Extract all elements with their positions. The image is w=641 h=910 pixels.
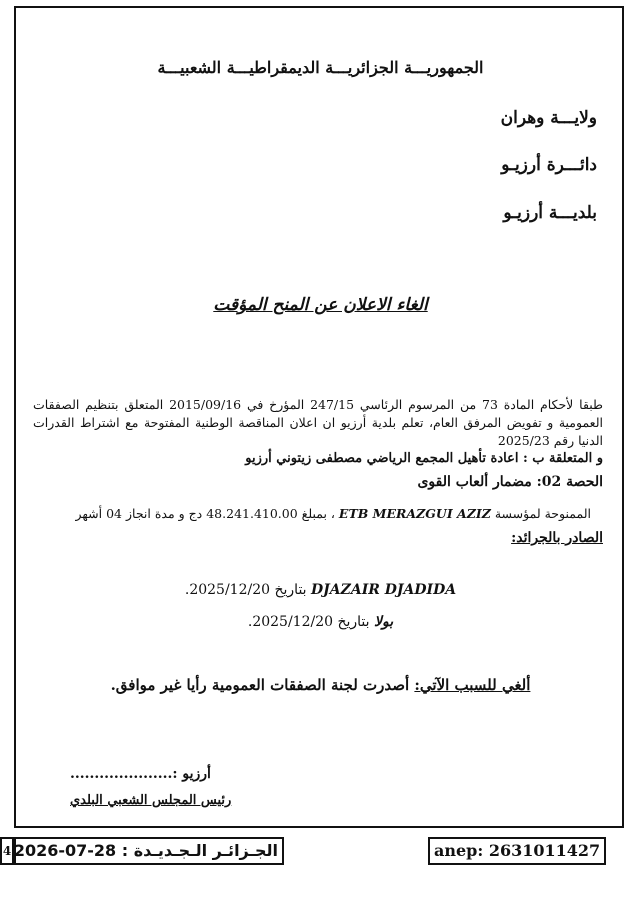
wilaya-line: ولايـــة وهران (500, 108, 597, 128)
republic-heading: الجمهوريـــة الجزائريـــة الديمقراطيـــة الشعبيـــة (157, 58, 484, 77)
lot-line: الحصة 02: مضمار ألعاب القوى (417, 474, 603, 490)
reason-label: ألغي للسبب الآتي: (414, 676, 531, 694)
award-line (76, 506, 591, 521)
daira-line: دائـــرة أرزيـو (501, 155, 597, 175)
publication-1-date: بتاريخ 2025/12/20. (184, 582, 307, 598)
project-line: و المتعلقة ب : اعادة تأهيل المجمع الرياضي مصطفى زيتوني أرزيو (245, 451, 603, 466)
award-prefix: الممنوحة لمؤسسة (494, 506, 591, 521)
signature-place: أرزيو :..................... (70, 766, 211, 782)
baladia-line: بلديـــة أرزيـو (503, 203, 597, 223)
source-label: الصادر بالجرائد: (511, 530, 603, 546)
signatory-title: رئيس المجلس الشعبي البلدي (70, 793, 232, 808)
announcement-title: الغاء الاعلان عن المنح المؤقت (213, 295, 428, 315)
cancellation-reason (0, 676, 641, 694)
publication-1-newspaper: DJAZAIR DJADIDA (311, 582, 457, 598)
anep-reference-box: anep: 2631011427 (428, 837, 606, 865)
company-name: ETB MERAZGUI AZIZ (338, 506, 491, 521)
publication-1 (0, 582, 641, 598)
publication-2 (0, 614, 641, 630)
legal-paragraph: طبقا لأحكام المادة 73 من المرسوم الرئاسي 247/15 المؤرخ في 2015/09/16 المتعلق بتنظيم الصفقات العمومية و تفويض المرفق العام، تعلم بلدية أرزيو ان اعلان المناقصة الوطنية المفتوحة مع اشتراط القدرات الدنيا رقم 2025/23 (33, 397, 603, 448)
publication-2-date: بتاريخ 2025/12/20. (247, 614, 370, 630)
award-suffix: ، بمبلغ 48.241.410.00 دج و مدة انجاز 04 أشهر (75, 506, 335, 521)
publication-2-newspaper: بولا (374, 614, 394, 630)
newspaper-date-box: الجـزائـر الـجـديـدة : 28-07-2026 (14, 837, 284, 865)
page-number-tab: 4 (0, 837, 14, 865)
reason-text: أصدرت لجنة الصفقات العمومية رأيا غير موافق. (110, 676, 410, 694)
